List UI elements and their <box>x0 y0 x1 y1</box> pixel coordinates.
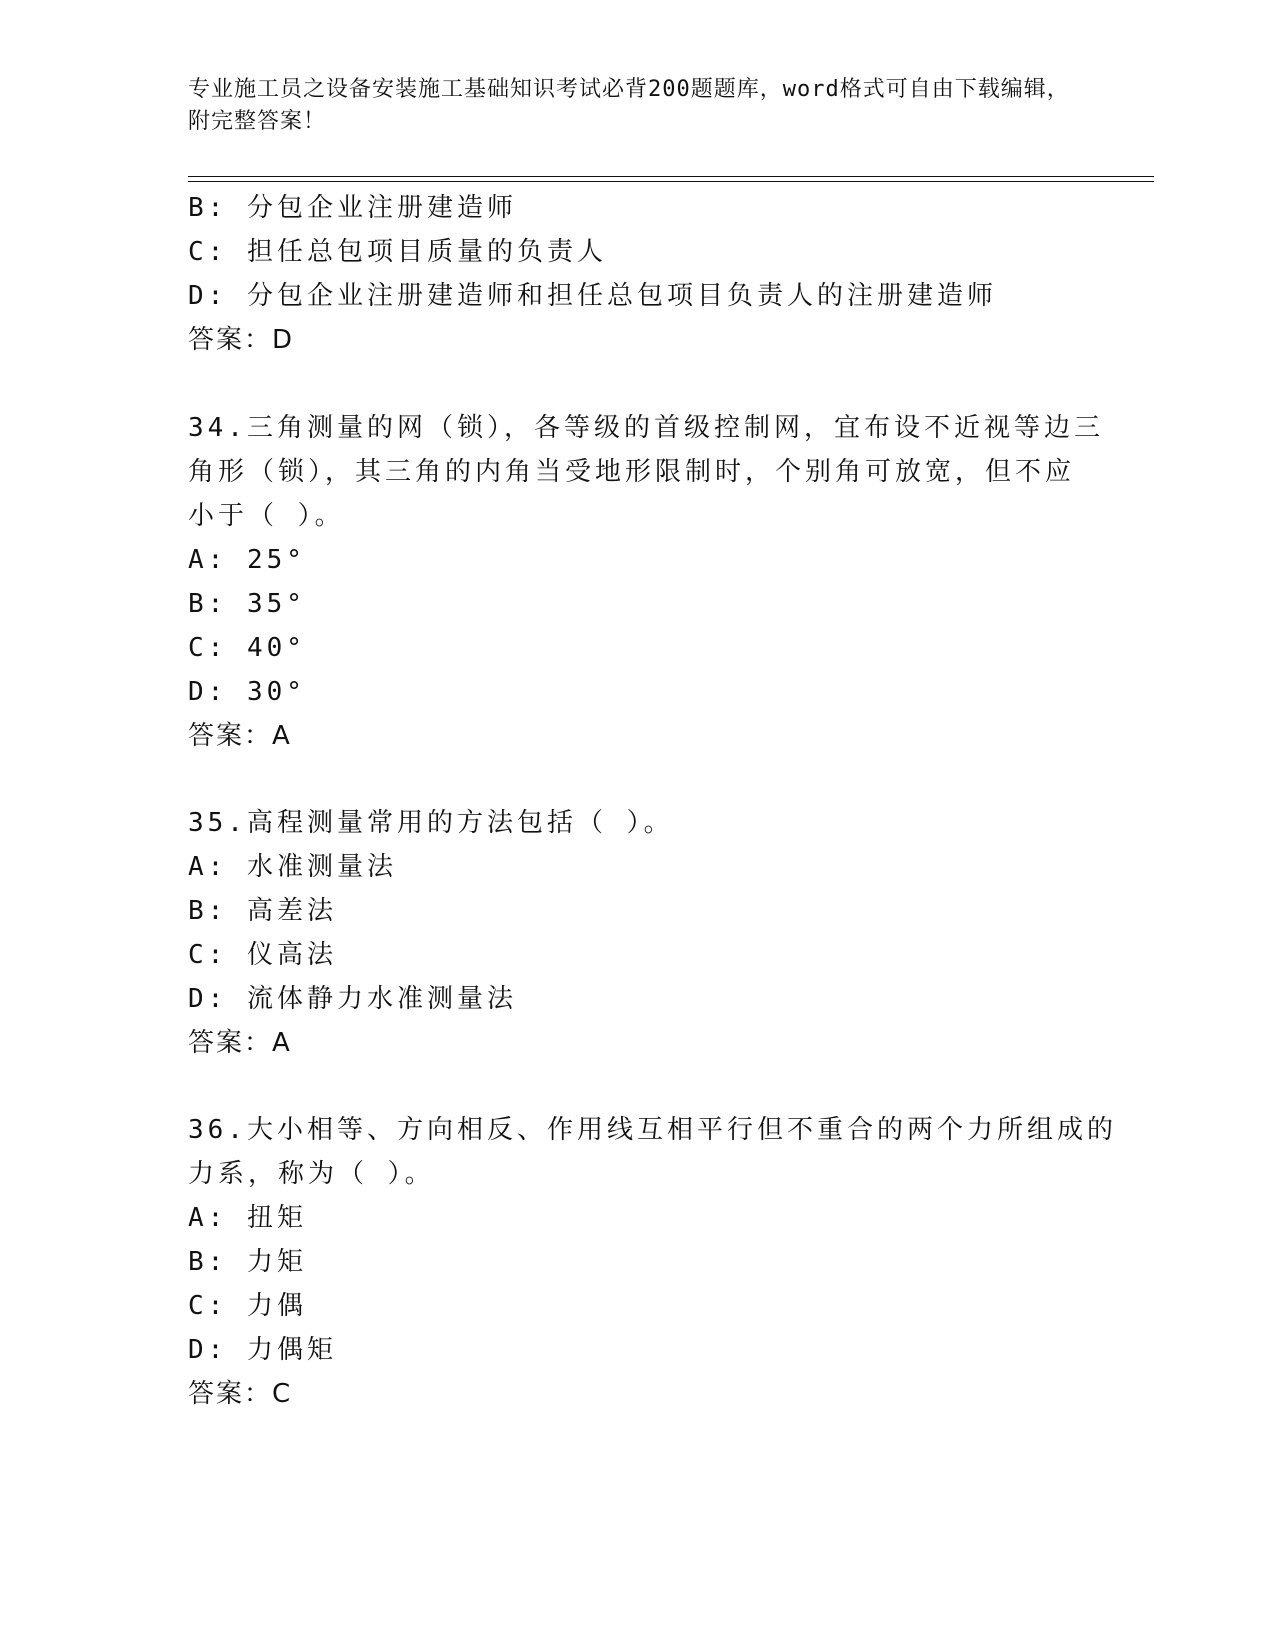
q34-stem-line1: 34.三角测量的网（锁），各等级的首级控制网，宜布设不近视等边三 <box>188 413 1104 443</box>
q34-option-c: C: 40° <box>188 633 306 663</box>
q34-option-d: D: 30° <box>188 677 306 707</box>
header-divider-top <box>188 176 1154 177</box>
q36-stem-line1: 36.大小相等、方向相反、作用线互相平行但不重合的两个力所组成的 <box>188 1115 1117 1145</box>
q33-answer: 答案：D <box>188 325 295 355</box>
q36-stem-line2: 力系，称为（ ）。 <box>188 1159 435 1189</box>
q34-stem-line3: 小于（ ）。 <box>188 501 345 531</box>
q35-option-a: A: 水准测量法 <box>188 852 397 882</box>
header-divider-bottom <box>188 181 1154 182</box>
q34-answer: 答案：A <box>188 721 292 751</box>
q34-option-a: A: 25° <box>188 545 306 575</box>
q33-option-b: B: 分包企业注册建造师 <box>188 193 517 223</box>
q34-option-b: B: 35° <box>188 589 306 619</box>
q34-stem-line2: 角形（锁），其三角的内角当受地形限制时，个别角可放宽，但不应 <box>188 457 1076 487</box>
q36-option-d: D: 力偶矩 <box>188 1335 337 1365</box>
q36-option-a: A: 扭矩 <box>188 1203 307 1233</box>
q33-option-c: C: 担任总包项目质量的负责人 <box>188 237 607 267</box>
q33-option-d: D: 分包企业注册建造师和担任总包项目负责人的注册建造师 <box>188 281 997 311</box>
q36-option-b: B: 力矩 <box>188 1247 307 1277</box>
q35-option-d: D: 流体静力水准测量法 <box>188 984 517 1014</box>
q35-answer: 答案：A <box>188 1028 292 1058</box>
q36-option-c: C: 力偶 <box>188 1291 307 1321</box>
document-header: 专业施工员之设备安装施工基础知识考试必背200题题库，word格式可自由下载编辑，附完整答案！ <box>188 77 1070 134</box>
q35-stem-line1: 35.高程测量常用的方法包括（ ）。 <box>188 808 674 838</box>
q35-option-b: B: 高差法 <box>188 896 337 926</box>
q35-option-c: C: 仪高法 <box>188 940 337 970</box>
q36-answer: 答案：C <box>188 1379 293 1409</box>
